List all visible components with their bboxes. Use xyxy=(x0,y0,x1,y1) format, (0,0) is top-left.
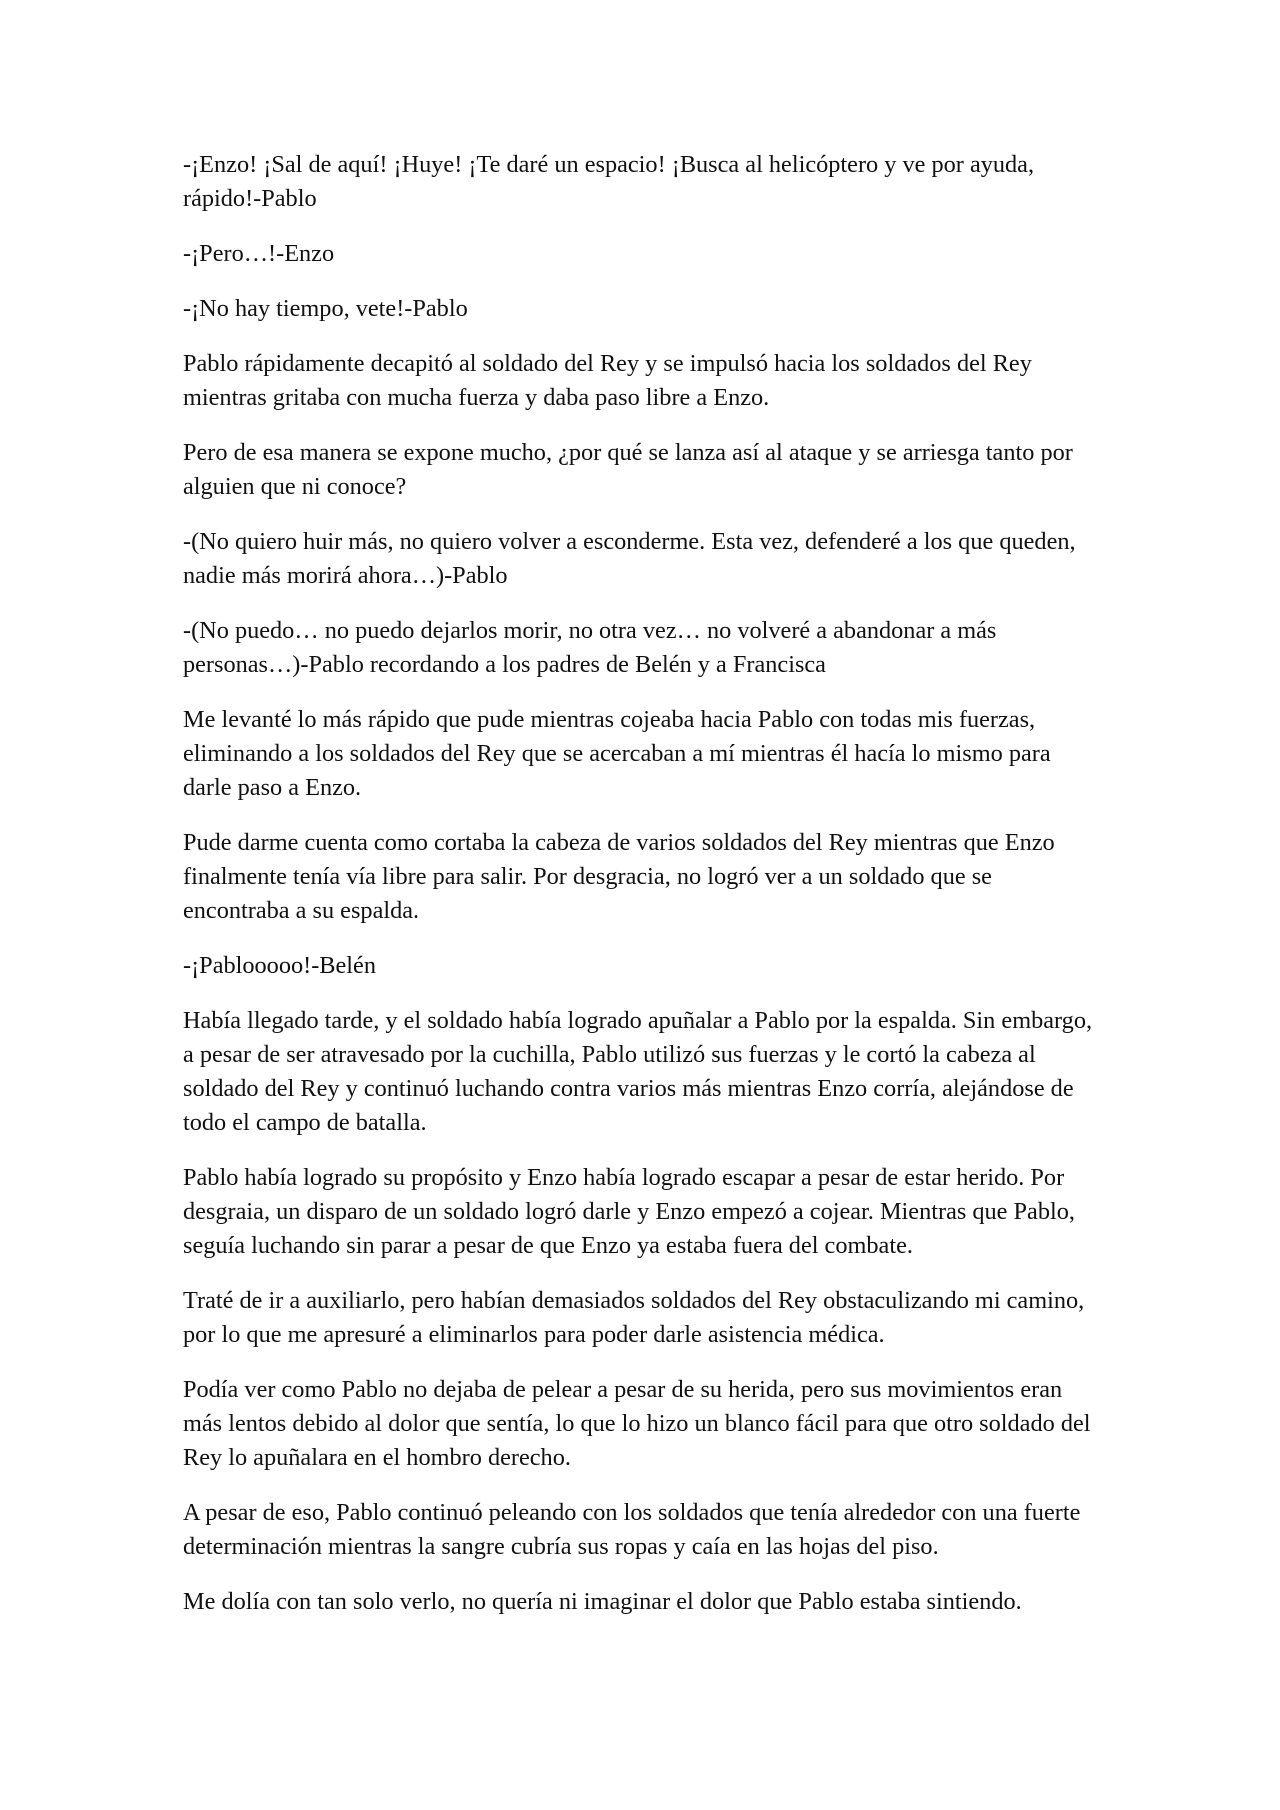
paragraph-7: -(No puedo… no puedo dejarlos morir, no otra vez… no volveré a abandonar a más personas…)-Pablo recordando a los padres de Belén y a Francisca xyxy=(183,617,997,678)
paragraph-6: -(No quiero huir más, no quiero volver a esconderme. Esta vez, defenderé a los que queden, nadie más morirá ahora…)-Pablo xyxy=(183,528,1076,589)
paragraph-16: Me dolía con tan solo verlo, no quería ni imaginar el dolor que Pablo estaba sintiendo. xyxy=(183,1588,1022,1615)
paragraph-9: Pude darme cuenta como cortaba la cabeza de varios soldados del Rey mientras que Enzo finalmente tenía vía libre para salir. Por desgracia, no logró ver a un soldado que se encontraba a su espalda. xyxy=(183,829,1055,924)
paragraph-4: Pablo rápidamente decapitó al soldado del Rey y se impulsó hacia los soldados del Rey mientras gritaba con mucha fuerza y daba paso libre a Enzo. xyxy=(183,350,1032,411)
paragraph-2: -¡Pero…!-Enzo xyxy=(183,240,335,267)
document-body xyxy=(183,148,1098,1640)
paragraph-11: Había llegado tarde, y el soldado había logrado apuñalar a Pablo por la espalda. Sin embargo, a pesar de ser atravesado por la cuchilla, Pablo utilizó sus fuerzas y le cortó la cabeza al soldado del Rey y continuó luchando contra varios más mientras Enzo corría, alejándose de todo el campo de batalla. xyxy=(183,1007,1093,1136)
paragraph-1: -¡Enzo! ¡Sal de aquí! ¡Huye! ¡Te daré un espacio! ¡Busca al helicóptero y ve por ayuda, rápido!-Pablo xyxy=(183,151,1035,212)
paragraph-14: Podía ver como Pablo no dejaba de pelear a pesar de su herida, pero sus movimientos eran más lentos debido al dolor que sentía, lo que lo hizo un blanco fácil para que otro soldado del Rey lo apuñalara en el hombro derecho. xyxy=(183,1376,1091,1471)
paragraph-8: Me levanté lo más rápido que pude mientras cojeaba hacia Pablo con todas mis fuerzas, eliminando a los soldados del Rey que se acercaban a mí mientras él hacía lo mismo para darle paso a Enzo. xyxy=(183,706,1051,801)
paragraph-15: A pesar de eso, Pablo continuó peleando con los soldados que tenía alrededor con una fuerte determinación mientras la sangre cubría sus ropas y caía en las hojas del piso. xyxy=(183,1499,1081,1560)
paragraph-10: -¡Pablooooo!-Belén xyxy=(183,952,376,979)
paragraph-5: Pero de esa manera se expone mucho, ¿por qué se lanza así al ataque y se arriesga tanto por alguien que ni conoce? xyxy=(183,439,1073,500)
paragraph-13: Traté de ir a auxiliarlo, pero habían demasiados soldados del Rey obstaculizando mi camino, por lo que me apresuré a eliminarlos para poder darle asistencia médica. xyxy=(183,1287,1085,1348)
paragraph-12: Pablo había logrado su propósito y Enzo había logrado escapar a pesar de estar herido. Por desgraia, un disparo de un soldado logró darle y Enzo empezó a cojear. Mientras que Pablo, seguía luchando sin parar a pesar de que Enzo ya estaba fuera del combate. xyxy=(183,1164,1075,1259)
paragraph-3: -¡No hay tiempo, vete!-Pablo xyxy=(183,295,468,322)
